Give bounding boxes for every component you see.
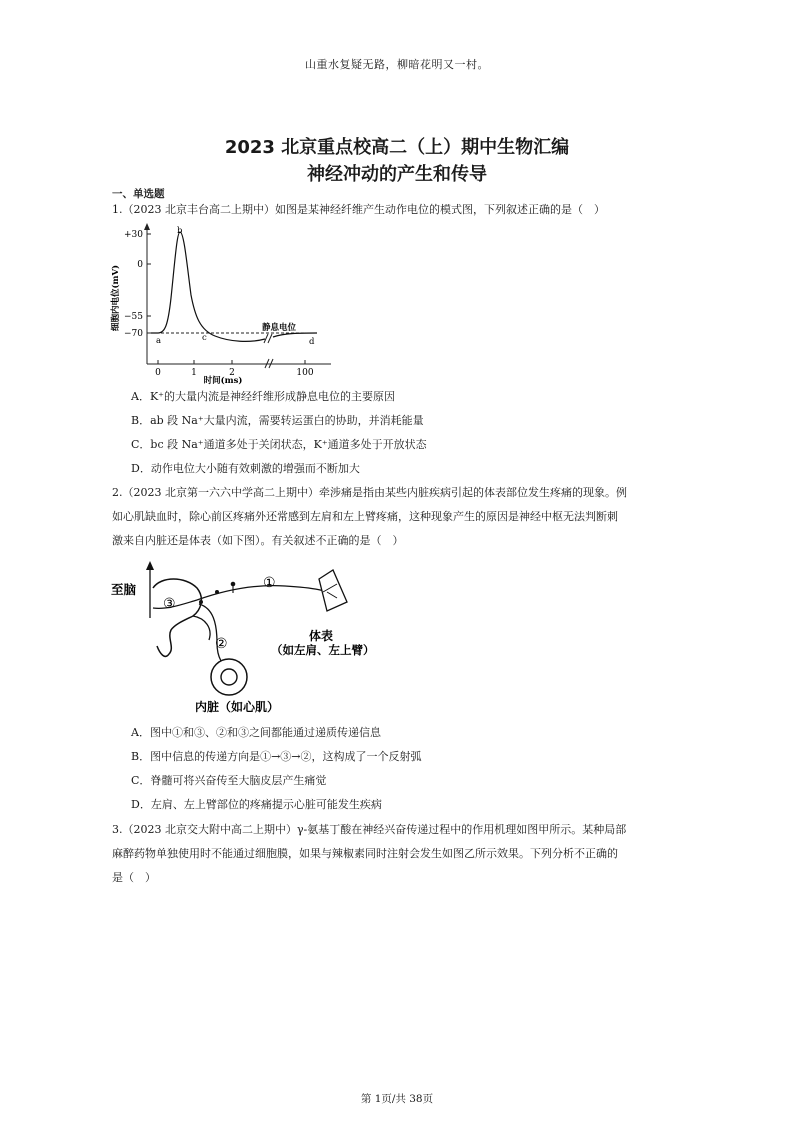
header-motto: 山重水复疑无路，柳暗花明又一村。 [305,58,489,71]
x-tick-0: 0 [155,368,161,378]
referred-pain-diagram [105,558,395,718]
question-2-option-d: D．左肩、左上臂部位的疼痛提示心脏可能发生疾病 [131,798,382,811]
y-tick-minus55: −55 [124,312,143,322]
body-surface-shape [319,570,347,611]
document-subtitle: 神经冲动的产生和传导 [307,164,487,185]
y-tick-0: 0 [137,260,143,270]
question-1-stem: 1.（2023 北京丰台高二上期中）如图是某神经纤维产生动作电位的模式图，下列叙述正确的是（ ） [112,203,605,216]
label-neuron-1: ① [263,575,276,591]
question-2-option-a: A．图中①和③、②和③之间都能通过递质传递信息 [131,726,381,739]
question-2-stem-line-3: 激来自内脏还是体表（如下图）。有关叙述不正确的是（ ） [112,534,404,547]
y-tick-minus70: −70 [124,329,143,339]
question-2-option-b: B．图中信息的传递方向是①→③→②，这构成了一个反射弧 [131,750,422,763]
question-3-stem-line-3: 是（ ） [112,871,156,884]
resting-potential-label: 静息电位 [262,323,297,333]
x-tick-100: 100 [296,368,314,378]
x-axis-label: 时间(ms) [203,376,243,385]
label-viscera: 内脏（如心肌） [195,700,280,714]
question-2-stem-line-1: 2.（2023 北京第一六六中学高二上期中）牵涉痛是指由某些内脏疾病引起的体表部位发生疼痛的现象。例 [112,486,627,499]
label-body-surface: 体表 [309,629,334,643]
section-heading: 一、单选题 [112,188,165,200]
question-1-option-b: B．ab 段 Na⁺大量内流，需要转运蛋白的协助，并消耗能量 [131,414,424,427]
page-footer: 第 1页/共 38页 [360,1093,434,1105]
spinal-cord-outline [153,579,201,656]
label-neuron-2: ② [215,636,228,652]
label-body-surface-note: （如左肩、左上臂） [271,643,375,657]
question-1-option-a: A．K⁺的大量内流是神经纤维形成静息电位的主要原因 [131,390,395,403]
question-3-stem-line-2: 麻醉药物单独使用时不能通过细胞膜，如果与辣椒素同时注射会发生如图乙所示效果。下列分析不正确的 [112,847,618,860]
point-a-label: a [156,336,162,346]
point-b-label: b [177,226,183,236]
document-title: 2023 北京重点校高二（上）期中生物汇编 [224,137,570,158]
y-tick-30: +30 [124,230,143,240]
question-1-option-d: D．动作电位大小随有效刺激的增强而不断加大 [131,462,360,475]
viscera-inner-circle [221,669,237,685]
question-2-stem-line-2: 如心肌缺血时，除心前区疼痛外还常感到左肩和左上臂疼痛，这种现象产生的原因是神经中枢无法判断刺 [112,510,618,523]
x-tick-1: 1 [191,368,197,378]
label-to-brain: 至脑 [111,582,137,597]
label-neuron-3: ③ [163,596,176,612]
x-tick-2: 2 [229,368,235,378]
question-3-stem-line-1: 3.（2023 北京交大附中高二上期中）γ-氨基丁酸在神经兴奋传递过程中的作用机理如图甲所示。某种局部 [112,823,627,836]
point-d-label: d [309,337,315,347]
y-axis-label: 细胞内电位(mV) [111,264,121,332]
point-c-label: c [202,333,207,343]
question-1-option-c: C．bc 段 Na⁺通道多处于关闭状态，K⁺通道多处于开放状态 [131,438,427,451]
action-potential-graph [105,220,335,385]
question-2-option-c: C．脊髓可将兴奋传至大脑皮层产生痛觉 [131,774,327,787]
